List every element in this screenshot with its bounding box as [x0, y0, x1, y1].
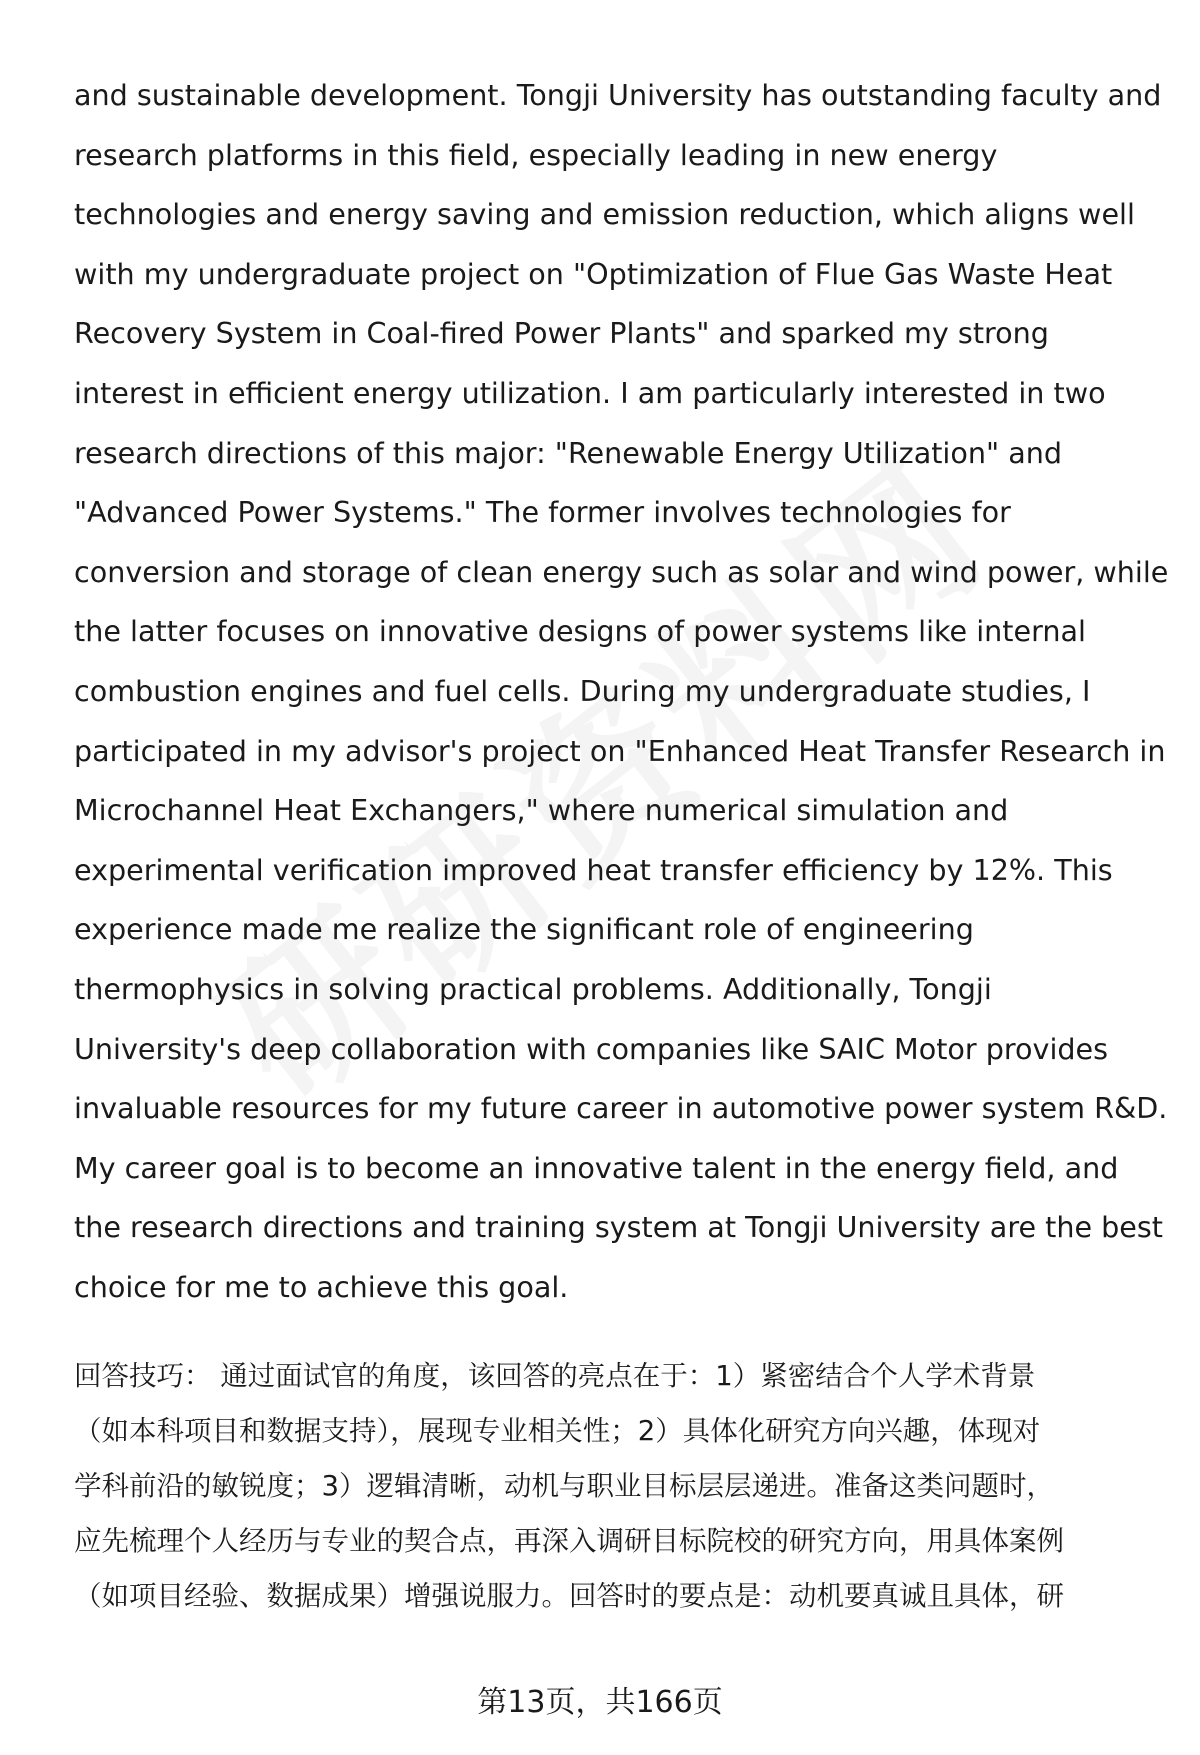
tips-line: 回答技巧： 通过面试官的角度，该回答的亮点在于：1）紧密结合个人学术背景: [74, 1360, 1036, 1393]
answer-line: interest in efficient energy utilization. I am particularly interested in two: [74, 375, 1106, 410]
answer-tips-paragraph: [74, 1349, 1164, 1624]
answer-line: research platforms in this field, especially leading in new energy: [74, 137, 998, 172]
answer-line: thermophysics in solving practical problems. Additionally, Tongji: [74, 971, 992, 1006]
answer-line: Recovery System in Coal-fired Power Plants" and sparked my strong: [74, 316, 1049, 351]
tips-line: （如项目经验、数据成果）增强说服力。回答时的要点是：动机要真诚且具体，研: [74, 1580, 1064, 1613]
answer-line: University's deep collaboration with companies like SAIC Motor provides: [74, 1031, 1109, 1066]
answer-line: technologies and energy saving and emission reduction, which aligns well: [74, 197, 1135, 232]
answer-line: research directions of this major: "Renewable Energy Utilization" and: [74, 435, 1063, 470]
document-body: [74, 66, 1169, 1624]
answer-line: the research directions and training system at Tongji University are the best: [74, 1210, 1164, 1245]
answer-line: participated in my advisor's project on "Enhanced Heat Transfer Research in: [74, 733, 1166, 768]
answer-line: experience made me realize the significant role of engineering: [74, 912, 974, 947]
tips-line: 应先梳理个人经历与专业的契合点，再深入调研目标院校的研究方向，用具体案例: [74, 1525, 1064, 1558]
answer-line: combustion engines and fuel cells. During my undergraduate studies, I: [74, 673, 1091, 708]
tips-line: 学科前沿的敏锐度；3）逻辑清晰，动机与职业目标层层递进。准备这类问题时，: [74, 1470, 1054, 1503]
answer-line: Microchannel Heat Exchangers," where numerical simulation and: [74, 793, 1009, 828]
answer-line: "Advanced Power Systems." The former involves technologies for: [74, 495, 1011, 530]
tips-line: （如本科项目和数据支持），展现专业相关性；2）具体化研究方向兴趣，体现对: [74, 1415, 1041, 1448]
answer-line: My career goal is to become an innovative talent in the energy field, and: [74, 1150, 1119, 1185]
answer-line: invaluable resources for my future career in automotive power system R&D.: [74, 1091, 1168, 1126]
answer-line: experimental verification improved heat transfer efficiency by 12%. This: [74, 852, 1113, 887]
answer-line: and sustainable development. Tongji University has outstanding faculty and: [74, 78, 1162, 112]
page-number: 第13页，共166页: [477, 1685, 723, 1720]
answer-line: conversion and storage of clean energy such as solar and wind power, while: [74, 554, 1169, 589]
answer-line: with my undergraduate project on "Optimization of Flue Gas Waste Heat: [74, 256, 1113, 291]
answer-paragraph: [74, 66, 1169, 1317]
answer-line: choice for me to achieve this goal.: [74, 1269, 569, 1304]
answer-line: the latter focuses on innovative designs of power systems like internal: [74, 614, 1086, 649]
